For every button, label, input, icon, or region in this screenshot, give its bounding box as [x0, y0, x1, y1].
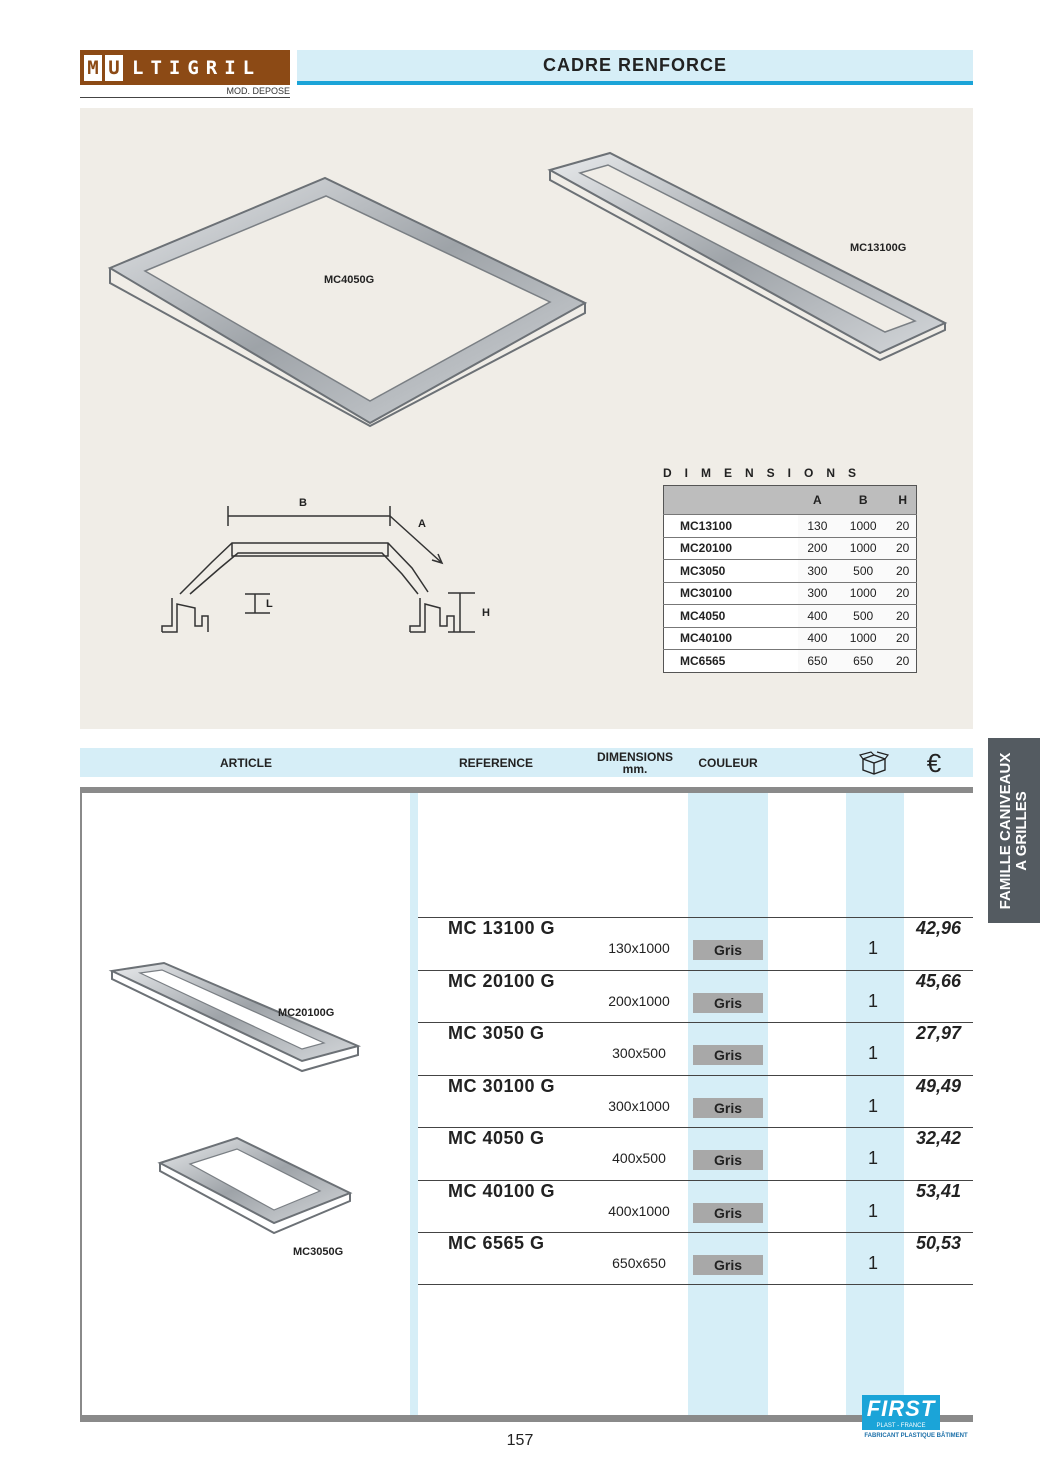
dimensions-ref: MC4050	[664, 605, 798, 628]
dimensions-b: 650	[837, 650, 889, 673]
dimensions-header-row	[664, 486, 917, 515]
dimensions-a: 300	[798, 582, 837, 605]
header-dimensions-line2: mm.	[622, 761, 648, 776]
dimensions-a: 130	[798, 515, 837, 538]
product-price: 53,41	[915, 1180, 961, 1201]
product-dimensions: 400x500	[612, 1150, 666, 1166]
dimensions-b: 1000	[837, 537, 889, 560]
side-tab-line1: FAMILLE CANIVEAUX	[997, 752, 1014, 909]
box-icon	[846, 748, 902, 777]
product-qty: 1	[867, 1253, 878, 1273]
product-qty: 1	[867, 990, 878, 1011]
dimensions-row	[664, 560, 917, 583]
dimensions-h: 20	[889, 650, 916, 673]
product-qty: 1	[867, 1095, 878, 1116]
product-price: 50,53	[915, 1233, 961, 1253]
logo-letter-m: M	[84, 55, 102, 81]
product-row	[418, 1075, 973, 1128]
dimensions-header-cell: A	[798, 486, 837, 515]
product-price: 49,49	[915, 1075, 961, 1096]
diagram-label-a: A	[418, 518, 426, 530]
product-price: 32,42	[915, 1128, 961, 1148]
product-price: 45,66	[915, 970, 961, 991]
product-couleur: Gris	[693, 1255, 763, 1275]
frame-long-image	[550, 153, 945, 360]
product-dimensions: 200x1000	[608, 992, 670, 1009]
product-row	[418, 1022, 973, 1075]
product-reference: MC 4050 G	[448, 1128, 545, 1148]
dimensions-ref: MC20100	[664, 537, 798, 560]
page-number: 157	[506, 1432, 534, 1449]
logo-subtitle: MOD. DEPOSE	[80, 86, 290, 98]
product-row	[418, 917, 973, 970]
product-price: 42,96	[915, 918, 961, 938]
product-reference: MC 20100 G	[448, 970, 556, 991]
dimensions-row	[664, 627, 917, 650]
dimensions-row	[664, 537, 917, 560]
page-title: CADRE RENFORCE	[542, 55, 727, 75]
frame-large-image	[110, 178, 585, 426]
product-price: 27,97	[915, 1023, 961, 1043]
article-label-2: MC3050G	[293, 1246, 344, 1258]
dimensions-ref: MC13100	[664, 515, 798, 538]
diagram-label-b: B	[299, 497, 307, 509]
product-qty: 1	[867, 1200, 878, 1221]
column-stripe	[410, 793, 418, 1415]
dimensions-ref: MC30100	[664, 582, 798, 605]
product-couleur: Gris	[693, 1098, 763, 1118]
multigril-logo	[80, 50, 290, 85]
product-reference: MC 30100 G	[448, 1075, 556, 1096]
product-reference: MC 40100 G	[448, 1180, 556, 1201]
dimensions-header-cell: B	[837, 486, 889, 515]
product-dimensions: 300x500	[612, 1045, 666, 1061]
side-tab-label	[998, 752, 1030, 909]
dimensions-ref: MC3050	[664, 560, 798, 583]
dimensions-table	[663, 485, 917, 673]
dimensions-b: 1000	[837, 582, 889, 605]
product-couleur: Gris	[693, 1045, 763, 1065]
dimensions-header-cell	[664, 486, 798, 515]
product-dimensions: 130x1000	[608, 940, 670, 956]
header-article: ARTICLE	[220, 755, 272, 770]
product-couleur: Gris	[693, 940, 763, 960]
dimensions-row	[664, 515, 917, 538]
dimensions-row	[664, 582, 917, 605]
dimensions-ref: MC6565	[664, 650, 798, 673]
diagram-label-h: H	[482, 607, 490, 619]
dimensions-a: 200	[798, 537, 837, 560]
first-logo-sub: FABRICANT PLASTIQUE BÂTIMENT	[864, 1433, 968, 1439]
product-row	[418, 970, 973, 1023]
product-reference: MC 3050 G	[448, 1023, 545, 1043]
dimensions-row	[664, 650, 917, 673]
dimensions-b: 1000	[837, 515, 889, 538]
product-qty: 1	[867, 1043, 878, 1063]
product-qty: 1	[867, 1148, 878, 1168]
product-couleur: Gris	[693, 1150, 763, 1170]
dimensions-a: 650	[798, 650, 837, 673]
dimensions-title: DIMENSIONS	[663, 466, 870, 480]
dimensions-a: 300	[798, 560, 837, 583]
product-dimensions: 650x650	[612, 1255, 666, 1271]
article-label-1: MC20100G	[278, 1007, 335, 1019]
first-logo-word: FIRST	[862, 1395, 940, 1423]
dimensions-b: 1000	[837, 627, 889, 650]
dimensions-h: 20	[889, 515, 916, 538]
cross-section-diagram	[162, 506, 475, 632]
product-couleur: Gris	[693, 993, 763, 1013]
dimensions-h: 20	[889, 582, 916, 605]
product-reference: MC 6565 G	[448, 1233, 545, 1253]
header-couleur: COULEUR	[698, 755, 758, 770]
dimensions-h: 20	[889, 605, 916, 628]
product-couleur: Gris	[693, 1203, 763, 1223]
product-rows	[418, 917, 973, 1285]
logo-letter-u: U	[105, 55, 123, 81]
frame-long-label: MC13100G	[850, 242, 907, 254]
header-reference: REFERENCE	[458, 755, 533, 770]
side-tab	[988, 738, 1040, 923]
first-logo-tag: PLAST - FRANCE	[862, 1423, 940, 1430]
page-title-bar	[297, 50, 973, 85]
dimensions-header-cell: H	[889, 486, 916, 515]
product-qty: 1	[867, 938, 878, 958]
dimensions-ref: MC40100	[664, 627, 798, 650]
frame-large-label: MC4050G	[324, 274, 375, 286]
header-dimensions-line1: DIMENSIONS	[596, 749, 673, 764]
dimensions-row	[664, 605, 917, 628]
first-logo	[860, 1393, 972, 1443]
logo-rest: LTIGRIL	[132, 56, 262, 79]
dimensions-b: 500	[837, 560, 889, 583]
product-reference: MC 13100 G	[448, 918, 556, 938]
product-row	[418, 1232, 973, 1285]
product-row	[418, 1180, 973, 1233]
product-dimensions: 300x1000	[608, 1097, 670, 1114]
dimensions-h: 20	[889, 537, 916, 560]
dimensions-a: 400	[798, 627, 837, 650]
dimensions-h: 20	[889, 560, 916, 583]
side-tab-line2: A GRILLES	[1013, 790, 1030, 871]
product-dimensions: 400x1000	[608, 1202, 670, 1219]
article-frames-image	[102, 953, 402, 1273]
diagram-label-l: L	[266, 598, 273, 610]
header-dimensions	[580, 748, 690, 777]
dimensions-b: 500	[837, 605, 889, 628]
product-row	[418, 1127, 973, 1180]
dimensions-h: 20	[889, 627, 916, 650]
euro-icon: €	[926, 747, 942, 778]
dimensions-a: 400	[798, 605, 837, 628]
article-table-header	[80, 748, 973, 777]
